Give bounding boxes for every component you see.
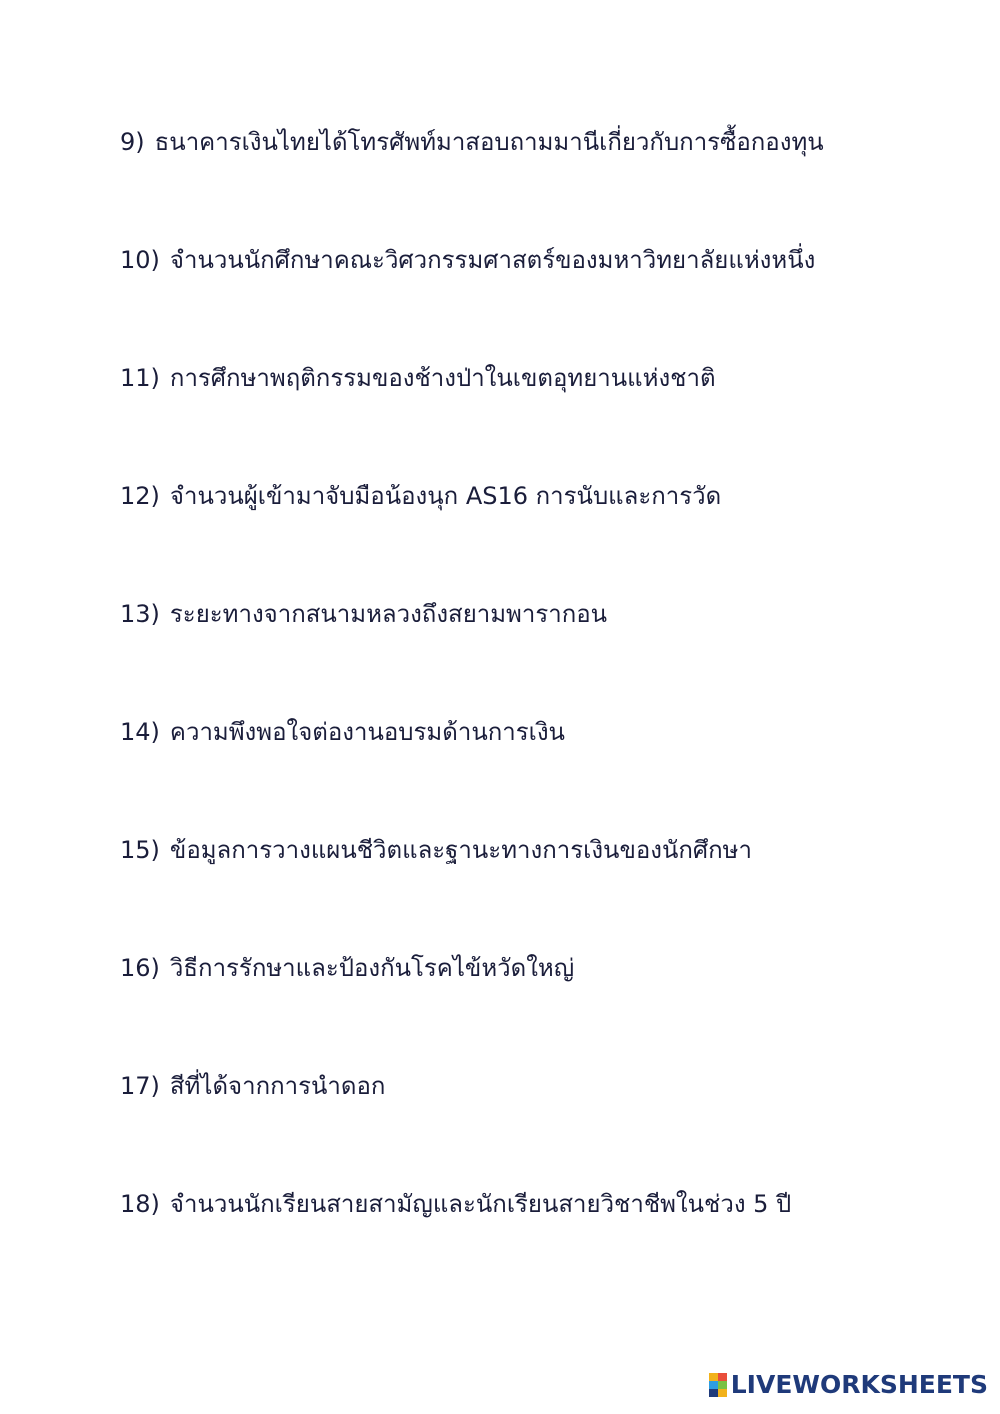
question-number: 9) (120, 128, 145, 156)
question-text: การศึกษาพฤติกรรมของช้างป่าในเขตอุทยานแห่งชาติ (169, 364, 716, 392)
question-item-9 (120, 125, 960, 159)
liveworksheets-logo[interactable] (709, 1370, 988, 1400)
question-text: จำนวนนักเรียนสายสามัญและนักเรียนสายวิชาชีพในช่วง 5 ปี (169, 1190, 792, 1218)
logo-cell (709, 1389, 718, 1397)
logo-text: LIVEWORKSHEETS (730, 1370, 988, 1399)
question-text: ระยะทางจากสนามหลวงถึงสยามพารากอน (169, 600, 608, 628)
question-number: 12) (120, 482, 160, 510)
question-item-18 (120, 1187, 960, 1221)
question-text: ข้อมูลการวางแผนชีวิตและฐานะทางการเงินของนักศึกษา (169, 836, 752, 864)
question-item-16 (120, 951, 960, 985)
question-item-15 (120, 833, 960, 867)
logo-cell (709, 1381, 718, 1389)
question-item-13 (120, 597, 960, 631)
question-text: จำนวนนักศึกษาคณะวิศวกรรมศาสตร์ของมหาวิทยาลัยแห่งหนึ่ง (169, 246, 816, 274)
question-number: 14) (120, 718, 160, 746)
question-text: ธนาคารเงินไทยได้โทรศัพท์มาสอบถามมานีเกี่ยวกับการซื้อกองทุน (154, 128, 824, 156)
logo-cell (718, 1389, 727, 1397)
question-item-10 (120, 243, 960, 277)
question-item-14 (120, 715, 960, 749)
logo-cell (709, 1373, 718, 1381)
liveworksheets-grid-icon (709, 1373, 727, 1397)
logo-cell (718, 1381, 727, 1389)
question-number: 17) (120, 1072, 160, 1100)
question-number: 13) (120, 600, 160, 628)
question-number: 10) (120, 246, 160, 274)
question-number: 18) (120, 1190, 160, 1218)
question-item-12 (120, 479, 960, 513)
question-text: วิธีการรักษาและป้องกันโรคไข้หวัดใหญ่ (169, 954, 575, 982)
question-item-11 (120, 361, 960, 395)
question-text: สีที่ได้จากการนำดอก (169, 1072, 386, 1100)
question-number: 15) (120, 836, 160, 864)
question-number: 11) (120, 364, 160, 392)
question-item-17 (120, 1069, 960, 1103)
question-number: 16) (120, 954, 160, 982)
logo-cell (718, 1373, 727, 1381)
question-text: ความพึงพอใจต่องานอบรมด้านการเงิน (169, 718, 565, 746)
question-text: จำนวนผู้เข้ามาจับมือน้องนุก AS16 การนับและการวัด (169, 482, 722, 510)
